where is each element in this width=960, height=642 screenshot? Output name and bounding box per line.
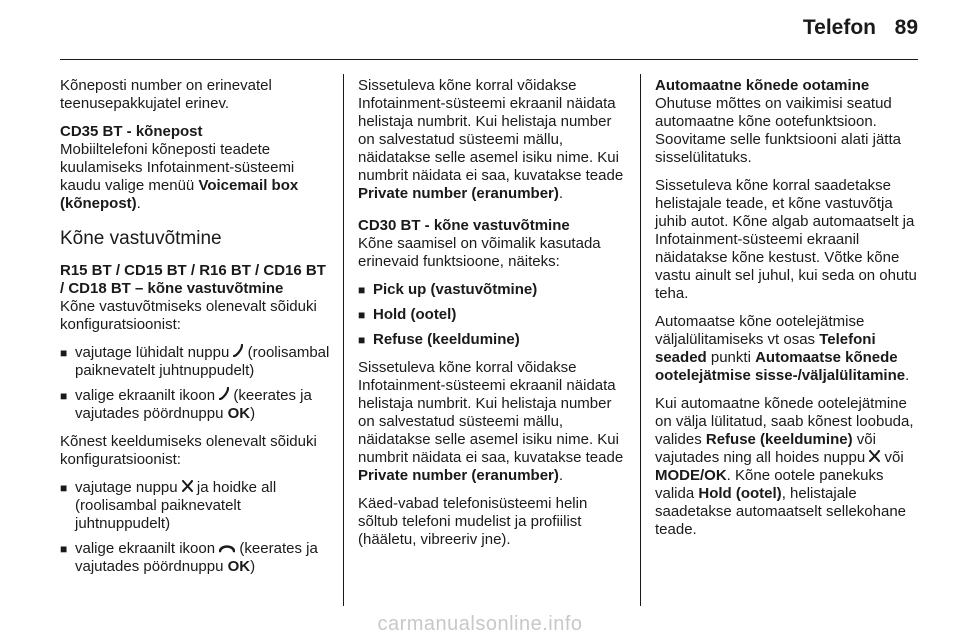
text: . [136,195,141,212]
message-name: Private number (eranumber) [358,185,559,202]
list-item [358,306,626,324]
caller-id-paragraph [358,77,626,203]
column-divider-2 [640,74,641,606]
text: punkti [706,349,756,366]
phone-hangup-icon [182,479,193,496]
text: vajutage lühidalt nuppu [75,344,234,361]
text: . [558,185,564,202]
text: (keerates ja vajutades pöördnuppu [75,387,312,422]
list-item [358,281,626,299]
cd35-subheading: CD35 BT - kõnepost [60,123,203,140]
text: , helistajale saadetakse automaatselt sellekohane teade. [655,485,907,538]
phone-answer-icon [219,387,229,404]
phone-hangup-icon [869,449,880,466]
page-title: Telefon [802,16,876,39]
cd35-paragraph [60,141,330,213]
auto-hold-off-paragraph [655,395,925,539]
column-1 [60,77,330,586]
cd30-subheading: CD30 BT - kõne vastuvõtmine [358,217,570,234]
list-item [60,540,330,576]
phone-hangup-screen-icon [219,540,235,557]
text: või vajutades ning all hoides nuppu [655,431,876,466]
menu-name: Voicemail box (kõnepost) [60,177,299,212]
text: . [558,467,564,484]
text: ) [250,558,256,575]
auto-hold-intro: Ohutuse mõttes on vaikimisi seatud automaatne kõne ootefunktsioon. Soovitame selle funktsiooni alati jätta sisselülitatuks. [655,95,901,166]
text: Sissetuleva kõne korral võidakse Infotainment-süsteemi ekraanil näidata helistaja numbrit. Kui helistaja number on salvestatud süsteemi mällu, näidatakse selle asemel isiku nime. Kui numbrit näidata ei saa, kuvatakse teade [358,77,624,184]
text: Sissetuleva kõne korral võidakse Infotainment-süsteemi ekraanil näidata helistaja numbrit. Kui helistaja number on salvestatud süsteemi mällu, näidatakse selle asemel isiku nime. Kui numbrit näidata ei saa, kuvatakse teade [358,359,624,466]
menu-name: Telefoni seaded [655,331,876,366]
auto-hold-subheading: Automaatne kõnede ootamine [655,77,870,94]
column-2 [358,77,626,559]
button-name: MODE/OK [655,467,727,484]
column-3 [655,77,925,549]
message-name: Private number (eranumber) [358,467,559,484]
text: (roolisambal paiknevatelt juhtnuppudelt) [75,344,330,379]
menu-item-name: Automaatse kõnede ootelejätmise sisse-/väljalülitamine [655,349,906,384]
caller-id-paragraph-2 [358,359,626,485]
function-name: Hold (ootel) [373,306,457,323]
functions-intro: Kõne saamisel on võimalik kasutada erinevaid funktsioone, näiteks: [358,235,601,270]
text: ) [250,405,256,422]
text: (keerates ja vajutades pöördnuppu [75,540,318,575]
text: valige ekraanilt ikoon [75,387,220,404]
answer-intro: Kõne vastuvõtmiseks olenevalt sõiduki konfiguratsioonist: [60,298,317,333]
voicemail-note: Kõneposti number on erinevatel teenusepakkujatel erinev. [60,77,272,112]
button-name: OK [227,405,251,422]
section-heading: Kõne vastuvõtmine [60,228,222,249]
page-header [0,0,960,60]
reject-intro: Kõnest keeldumiseks olenevalt sõiduki konfiguratsioonist: [60,433,317,468]
list-item [60,344,330,380]
function-name: Refuse (keeldumine) [373,331,520,348]
function-name: Pick up (vastuvõtmine) [373,281,538,298]
header-rule [60,59,918,60]
text: . [905,367,910,384]
text: vajutage nuppu [75,479,182,496]
text: ja hoidke all (roolisambal paiknevatelt juhtnuppudelt) [75,479,277,532]
ringtone-paragraph: Käed-vabad telefonisüsteemi helin sõltub telefoni mudelist ja profiilist (hääletu, vibreeriv jne). [358,495,588,548]
function-name: Hold (ootel) [698,485,782,502]
text: Kui automaatne kõnede ootelejätmine on välja lülitatud, saab kõnest loobuda, valides [655,395,914,448]
answer-list [60,344,330,423]
functions-list [358,281,626,349]
text: valige ekraanilt ikoon [75,540,220,557]
text: . Kõne ootele panekuks valida [655,467,884,502]
auto-hold-disable [655,313,925,385]
page-number: 89 [894,16,918,39]
list-item [60,479,330,533]
watermark: carmanualsonline.info [377,613,583,635]
button-name: OK [227,558,251,575]
list-item [60,387,330,423]
column-divider-1 [343,74,344,606]
auto-hold-description: Sissetuleva kõne korral saadetakse helistajale teade, et kõne vastuvõtja juhib autot. Kõne algab automaatselt ja Infotainment-süsteemi ekraanil näidatakse kõne kestust. Võtke kõne vastu ainult sel juhul, kui seda on ohutu teha. [655,177,917,302]
text: või [880,449,904,466]
text: Automaatse kõne ootelejätmise väljalülitamiseks vt osas [655,313,865,348]
function-name: Refuse (keeldumine) [705,431,853,448]
reject-list [60,479,330,576]
list-item [358,331,626,349]
text: Mobiiltelefoni kõneposti teadete kuulamiseks Infotainment-süsteemi kaudu valige menüü [60,141,295,194]
phone-answer-icon [233,344,243,361]
r15-subheading: R15 BT / CD15 BT / R16 BT / CD16 BT / CD18 BT – kõne vastuvõtmine [60,262,326,297]
